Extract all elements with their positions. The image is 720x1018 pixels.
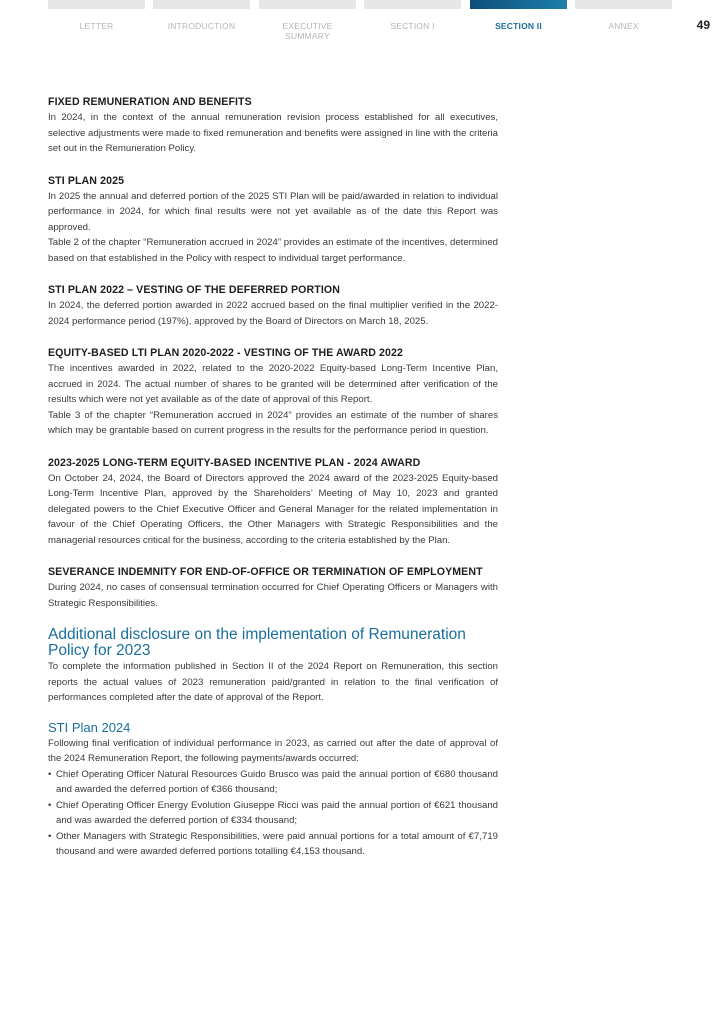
list-item: • Chief Operating Officer Natural Resources Guido Brusco was paid the annual portion of €680 thousand and awarded the deferred portion of €366 thousand; [48,767,498,798]
tab-annex[interactable] [575,0,672,30]
paragraph: During 2024, no cases of consensual termination occurred for Chief Operating Officers or Managers with Strategic Responsibilities. [48,582,498,609]
tab-bar [48,0,145,9]
section-heading: EQUITY-BASED LTI PLAN 2020-2022 - VESTING OF THE AWARD 2022 [48,347,403,359]
tab-letter[interactable] [48,0,145,30]
tab-bar-active [470,0,567,9]
section-heading: STI PLAN 2022 – VESTING OF THE DEFERRED PORTION [48,284,340,296]
tab-label: EXECUTIVE SUMMARY [282,21,333,41]
tab-label: SECTION II [495,21,542,31]
paragraph: To complete the information published in Section II of the 2024 Report on Remuneration, this section reports the actual values of 2023 remuneration paid/granted in relation to the final verification of performances completed after the date of approval of the Report. [48,661,498,703]
list-item: • Other Managers with Strategic Responsibilities, were paid annual portions for a total amount of €7,719 thousand and were awarded deferred portions totalling €4,153 thousand. [48,829,498,860]
tab-section-ii[interactable] [470,0,567,30]
paragraph: Table 3 of the chapter “Remuneration accrued in 2024” provides an estimate of the number of shares which may be grantable based on current progress in the results for the performance period in question. [48,409,498,436]
paragraph: The incentives awarded in 2022, related to the 2020-2022 Equity-based Long-Term Incentive Plan, accrued in 2024. The actual number of shares to be granted will be determined after verification of the results which were not yet available as of the date of approval of this Report. [48,363,498,405]
subsection-heading: STI Plan 2024 [48,719,131,735]
paragraph: In 2024, the deferred portion awarded in 2022 accrued based on the final multiplier verified in the 2022-2024 performance period (197%), approved by the Board of Directors on March 18, 2025. [48,300,498,327]
paragraph: In 2024, in the context of the annual remuneration revision process established for all executives, selective adjustments were made to fixed remuneration and benefits were assigned in line with the criteria set out in the Remuneration Policy. [48,112,498,154]
tab-executive-summary[interactable] [259,0,356,41]
page-number: 49 [696,18,710,32]
tab-label: INTRODUCTION [167,21,236,31]
bullet-list [48,767,498,860]
tab-label: LETTER [79,21,114,31]
tab-label: ANNEX [608,21,639,31]
main-content [48,94,498,860]
section-heading: 2023-2025 LONG-TERM EQUITY-BASED INCENTIVE PLAN - 2024 AWARD [48,456,421,469]
tab-section-i[interactable] [364,0,461,30]
section-heading: SEVERANCE INDEMNITY FOR END-OF-OFFICE OR TERMINATION OF EMPLOYMENT [48,566,483,578]
paragraph: Table 2 of the chapter “Remuneration accrued in 2024” provides an estimate of the incentives, determined based on that established in the Policy with respect to individual target performance. [48,237,498,264]
paragraph: In 2025 the annual and deferred portion of the 2025 STI Plan will be paid/awarded in relation to individual performance in 2024, for which final results were not yet available as of the date this Report was approved. [48,190,498,233]
section-heading: STI PLAN 2025 [48,174,125,187]
tab-bar [364,0,461,9]
section-heading: FIXED REMUNERATION AND BENEFITS [48,96,252,108]
section-navigation [48,0,672,41]
tab-introduction[interactable] [153,0,250,30]
paragraph: Following final verification of individual performance in 2023, as carried out after the date of approval of the 2024 Remuneration Report, the following payments/awards occurred: [48,737,498,764]
list-item: • Chief Operating Officer Energy Evolution Giuseppe Ricci was paid the annual portion of €621 thousand and was awarded the deferred portion of €334 thousand; [48,798,498,829]
subsection-heading: Additional disclosure on the implementation of Remuneration Policy for 2023 [48,626,466,659]
tab-bar [575,0,672,9]
tab-bar [259,0,356,9]
tab-bar [153,0,250,9]
paragraph: On October 24, 2024, the Board of Directors approved the 2024 award of the 2023-2025 Equity-based Long-Term Incentive Plan, approved by the Shareholders’ Meeting of May 10, 2023 and granted delegated powers to the Chief Executive Officer and General Manager for the related implementation in favour of the Chief Operating Officers, the Other Managers with Strategic Responsibilities and the managerial resources critical for the business, according to the criteria established by the Plan. [48,472,498,546]
tab-label: SECTION I [390,21,435,31]
